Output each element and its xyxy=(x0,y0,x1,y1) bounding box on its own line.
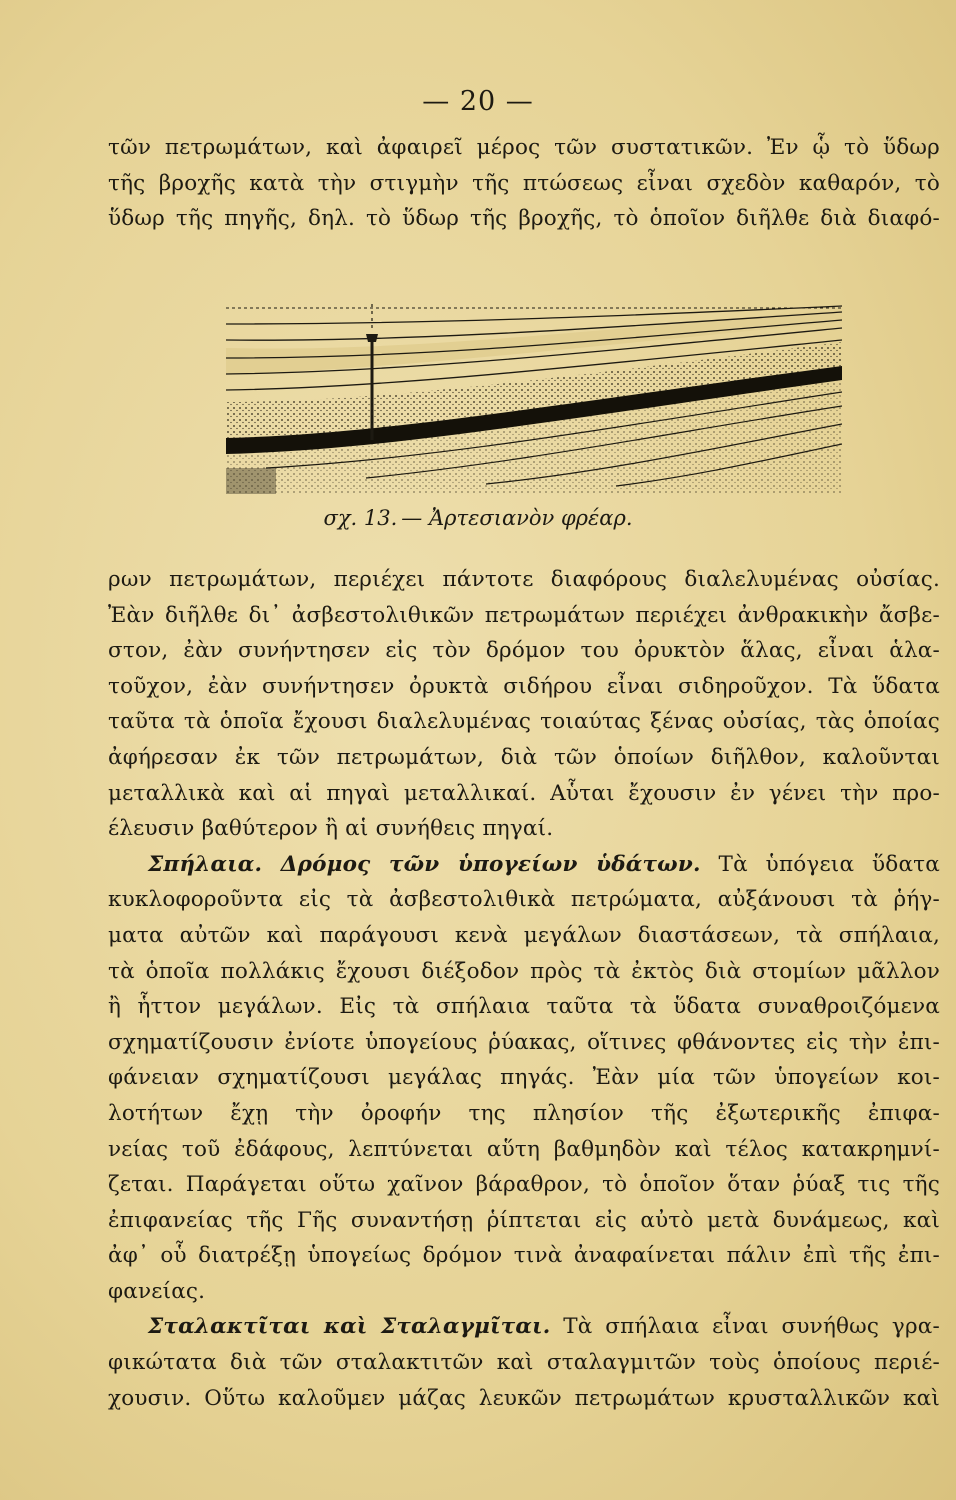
text-line: φανείας. xyxy=(108,1278,206,1304)
text-line: ἢ ἧττον μεγάλων. Εἰς τὰ σπήλαια ταῦτα τὰ ὕδατα συναθροιζόμενα xyxy=(108,994,940,1020)
text-line: χουσιν. Οὕτω καλοῦμεν μάζας λευκῶν πετρωμάτων κρυσταλλικῶν καὶ xyxy=(108,1385,940,1411)
text-line: ἀφ᾽ οὗ διατρέξῃ ὑπογείως δρόμον τινὰ ἀναφαίνεται πάλιν ἐπὶ τῆς ἐπι- xyxy=(108,1243,940,1269)
text-line: λοτήτων ἔχῃ τὴν ὀροφήν της πλησίον τῆς ἐξωτερικῆς ἐπιφα- xyxy=(108,1100,940,1126)
text-line: έλευσιν βαθύτερον ἢ αἱ συνήθεις πηγαί. xyxy=(108,816,554,842)
artesian-well-figure xyxy=(226,262,842,494)
figure-title: — Ἀρτεσιανὸν φρέαρ. xyxy=(401,506,633,530)
text-line: ἀφήρεσαν ἐκ τῶν πετρωμάτων, διὰ τῶν ὁποίων διῆλθον, καλοῦνται xyxy=(108,744,940,770)
text-line: τῆς βροχῆς κατὰ τὴν στιγμὴν τῆς πτώσεως εἶναι σχεδὸν καθαρόν, τὸ xyxy=(108,170,940,196)
text-line: μεταλλικὰ καὶ αἱ πηγαὶ μεταλλικαί. Αὗται ἔχουσιν ἐν γένει τὴν προ- xyxy=(108,780,940,806)
text-line: ρων πετρωμάτων, περιέχει πάντοτε διαφόρους διαλελυμένας οὐσίας. xyxy=(108,567,940,592)
caves-heading: Σπήλαια. Δρόμος τῶν ὑπογείων ὑδάτων. xyxy=(148,851,701,877)
text-line: στον, ἐὰν συνήντησεν εἰς τὸν δρόμον του ὀρυκτὸν ἅλας, εἶναι ἁλα- xyxy=(108,638,940,664)
text-line: ἐπιφανείας τῆς Γῆς συναντήσῃ ῥίπτεται εἰς αὐτὸ μετὰ δυνάμεως, καὶ xyxy=(108,1207,940,1233)
stalactites-first-line xyxy=(108,1309,940,1345)
text-line: φάνειαν σχηματίζουσι μεγάλας πηγάς. Ἐὰν μία τῶν ὑπογείων κοι- xyxy=(108,1065,940,1091)
main-text xyxy=(108,562,940,1416)
figure-caption xyxy=(0,506,956,530)
text-line: τὰ ὁποῖα πολλάκις ἔχουσι διέξοδον πρὸς τὰ ἐκτὸς διὰ στομίων μᾶλλον xyxy=(108,958,940,984)
text-line: φικώτατα διὰ τῶν σταλακτιτῶν καὶ σταλαγμιτῶν τοὺς ὁποίους περιέ- xyxy=(108,1350,940,1376)
text-line: σχηματίζουσιν ἐνίοτε ὑπογείους ῥύακας, οἵτινες φθάνοντες εἰς τὴν ἐπι- xyxy=(108,1029,940,1055)
stalactites-first-line-text: Τὰ σπήλαια εἶναι συνήθως γρα- xyxy=(563,1314,940,1340)
text-line: ταῦτα τὰ ὁποῖα ἔχουσι διαλελυμένας τοιαύτας ξένας οὐσίας, τὰς ὁποίας xyxy=(108,709,940,735)
stalactites-heading: Σταλακτῖται καὶ Σταλαγμῖται. xyxy=(148,1314,551,1340)
intro-paragraph xyxy=(108,130,940,237)
text-line: Ἐὰν διῆλθε δι᾽ ἀσβεστολιθικῶν πετρωμάτων περιέχει ἀνθρακικὴν ἄσβε- xyxy=(108,602,940,628)
figure-number: σχ. 13. xyxy=(323,506,398,530)
text-line: ὕδωρ τῆς πηγῆς, δηλ. τὸ ὕδωρ τῆς βροχῆς, τὸ ὁποῖον διῆλθε διὰ διαφό- xyxy=(108,206,940,232)
caves-first-line xyxy=(108,847,940,883)
text-line: ματα αὐτῶν καὶ παράγουσι κενὰ μεγάλων διαστάσεων, τὰ σπήλαια, xyxy=(108,922,940,948)
well-head xyxy=(366,334,378,342)
text-line: ζεται. Παράγεται οὕτω χαῖνον βάραθρον, τὸ ὁποῖον ὅταν ῥύαξ τις τῆς xyxy=(108,1172,940,1198)
text-line: τοῦχον, ἐὰν συνήντησεν ὀρυκτὰ σιδήρου εἶναι σιδηροῦχον. Τὰ ὕδατα xyxy=(108,673,940,699)
page-number: — 20 — xyxy=(422,86,534,117)
caves-first-line-text: Τὰ ὑπόγεια ὕδατα xyxy=(718,851,940,877)
text-line: νείας τοῦ ἐδάφους, λεπτύνεται αὕτη βαθμηδὸν καὶ τέλος κατακρημνί- xyxy=(108,1136,940,1162)
text-line: τῶν πετρωμάτων, καὶ ἀφαιρεῖ μέρος τῶν συστατικῶν. Ἐν ᾧ τὸ ὕδωρ xyxy=(108,135,940,160)
text-line: κυκλοφοροῦντα εἰς τὰ ἀσβεστολιθικὰ πετρώματα, αὐξάνουσι τὰ ῥήγ- xyxy=(108,887,940,913)
